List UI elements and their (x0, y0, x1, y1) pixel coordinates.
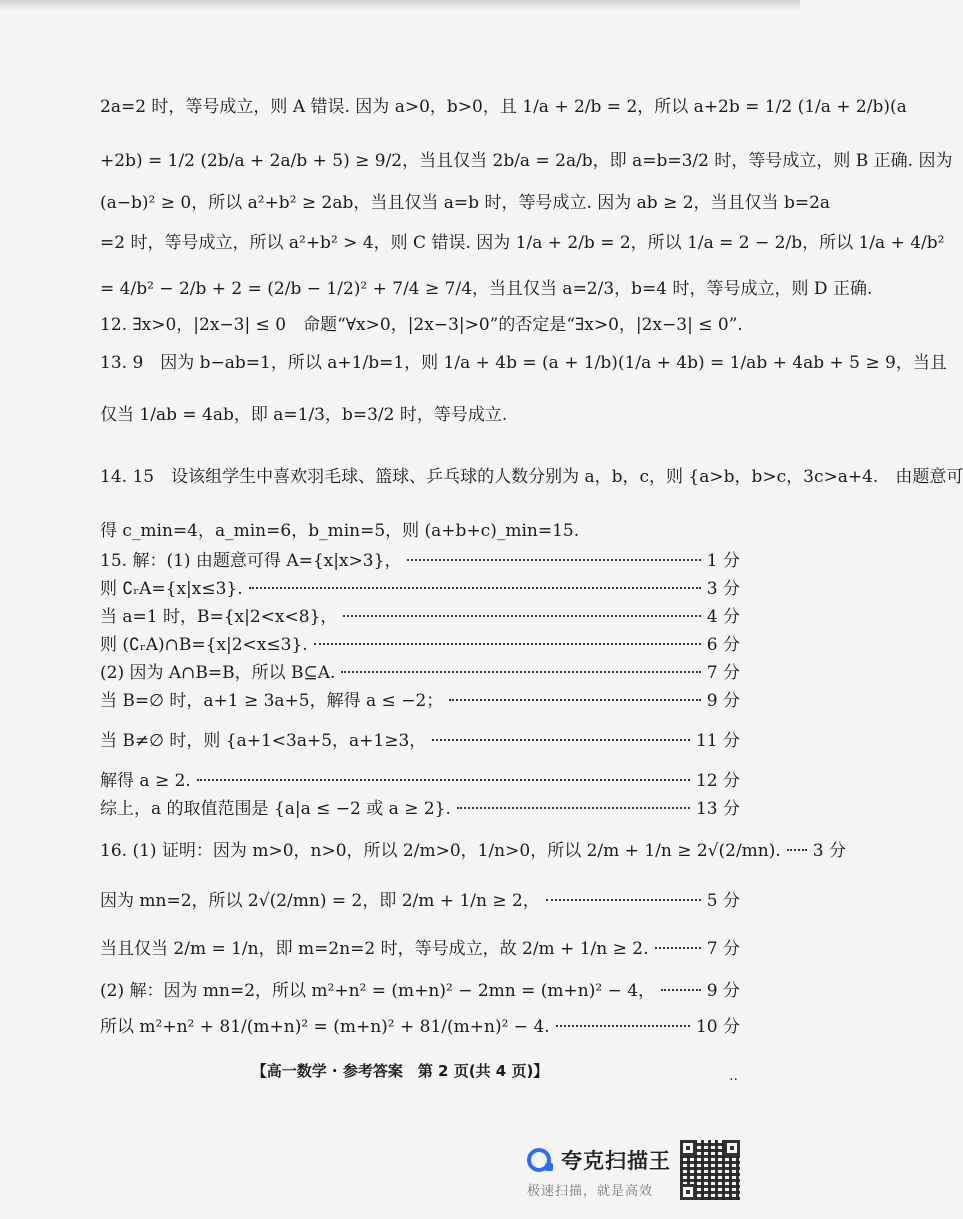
scored-step: 所以 m²+n² + 81/(m+n)² = (m+n)² + 81/(m+n)² − 4. 10 分 (100, 1017, 740, 1037)
scored-step: 当 a=1 时，B={x|2<x<8}， 4 分 (100, 607, 740, 627)
score-label: 9 分 (706, 981, 740, 1001)
scored-step: (2) 解：因为 mn=2，所以 m²+n² = (m+n)² − 2mn = (m+n)² − 4， 9 分 (100, 981, 740, 1001)
score-label: 9 分 (706, 691, 740, 711)
text-line: +2b) = 1/2 (2b/a + 2a/b + 5) ≥ 9/2，当且仅当 2b/a = 2a/b，即 a=b=3/2 时，等号成立，则 B 正确. 因为 (100, 151, 953, 171)
scored-step: 因为 mn=2，所以 2√(2/mn) = 2，即 2/m + 1/n ≥ 2， 5 分 (100, 891, 740, 911)
footer-dots: .. (729, 1068, 738, 1084)
quark-logo-icon (527, 1148, 551, 1172)
scored-step: 当且仅当 2/m = 1/n，即 m=2n=2 时，等号成立，故 2/m + 1/n ≥ 2. 7 分 (100, 939, 740, 959)
score-label: 1 分 (706, 551, 740, 571)
scored-step: 则 (∁ᵣA)∩B={x|2<x≤3}. 6 分 (100, 635, 740, 655)
answer-13: 13. 9 因为 b−ab=1，所以 a+1/b=1，则 1/a + 4b = (a + 1/b)(1/a + 4b) = 1/ab + 4ab + 5 ≥ 9，当且 (100, 353, 947, 373)
score-label: 7 分 (706, 663, 740, 683)
score-label: 7 分 (706, 939, 740, 959)
score-label: 11 分 (695, 731, 740, 751)
scored-step: 当 B=∅ 时，a+1 ≥ 3a+5，解得 a ≤ −2； 9 分 (100, 691, 740, 711)
answer-14: 14. 15 设该组学生中喜欢羽毛球、篮球、乒乓球的人数分别为 a，b，c，则 {a>b，b>c，3c>a+4. 由题意可 (100, 467, 963, 487)
page-footer: 【高一数学 · 参考答案 第 2 页(共 4 页)】 (251, 1062, 549, 1080)
text-line: 得 c_min=4，a_min=6，b_min=5，则 (a+b+c)_min=15. (100, 521, 580, 541)
answer-12: 12. ∃x>0，|2x−3| ≤ 0 命题“∀x>0，|2x−3|>0”的否定是“∃x>0，|2x−3| ≤ 0”. (100, 315, 743, 335)
score-label: 4 分 (706, 607, 740, 627)
score-label: 10 分 (695, 1017, 740, 1037)
scored-step: 解得 a ≥ 2. 12 分 (100, 771, 740, 791)
text-line: 仅当 1/ab = 4ab，即 a=1/3，b=3/2 时，等号成立. (100, 405, 508, 425)
score-label: 3 分 (706, 579, 740, 599)
scored-step: 16. (1) 证明：因为 m>0，n>0，所以 2/m>0，1/n>0，所以 2/m + 1/n ≥ 2√(2/mn). 3 分 (100, 841, 847, 861)
scanner-watermark (527, 1140, 677, 1200)
brand-name: 夸克扫描王 (561, 1149, 671, 1173)
scored-step: 15. 解：(1) 由题意可得 A={x|x>3}， 1 分 (100, 551, 740, 571)
score-label: 12 分 (695, 771, 740, 791)
scored-step: 综上，a 的取值范围是 {a|a ≤ −2 或 a ≥ 2}. 13 分 (100, 799, 740, 819)
score-label: 5 分 (706, 891, 740, 911)
qr-code-icon (680, 1140, 740, 1200)
brand-slogan: 极速扫描，就是高效 (527, 1184, 654, 1199)
scored-step: 则 ∁ᵣA={x|x≤3}. 3 分 (100, 579, 740, 599)
scored-step: 当 B≠∅ 时，则 {a+1<3a+5，a+1≥3， 11 分 (100, 731, 740, 751)
scored-step: (2) 因为 A∩B=B，所以 B⊆A. 7 分 (100, 663, 740, 683)
text-line: =2 时，等号成立，所以 a²+b² > 4，则 C 错误. 因为 1/a + 2/b = 2，所以 1/a = 2 − 2/b，所以 1/a + 4/b² (100, 233, 945, 253)
score-label: 13 分 (695, 799, 740, 819)
text-line: = 4/b² − 2/b + 2 = (2/b − 1/2)² + 7/4 ≥ 7/4，当且仅当 a=2/3，b=4 时，等号成立，则 D 正确. (100, 279, 873, 299)
score-label: 3 分 (812, 841, 847, 861)
text-line: 2a=2 时，等号成立，则 A 错误. 因为 a>0，b>0，且 1/a + 2/b = 2，所以 a+2b = 1/2 (1/a + 2/b)(a (100, 97, 907, 117)
text-line: (a−b)² ≥ 0，所以 a²+b² ≥ 2ab，当且仅当 a=b 时，等号成立. 因为 ab ≥ 2，当且仅当 b=2a (100, 193, 831, 213)
score-label: 6 分 (706, 635, 740, 655)
